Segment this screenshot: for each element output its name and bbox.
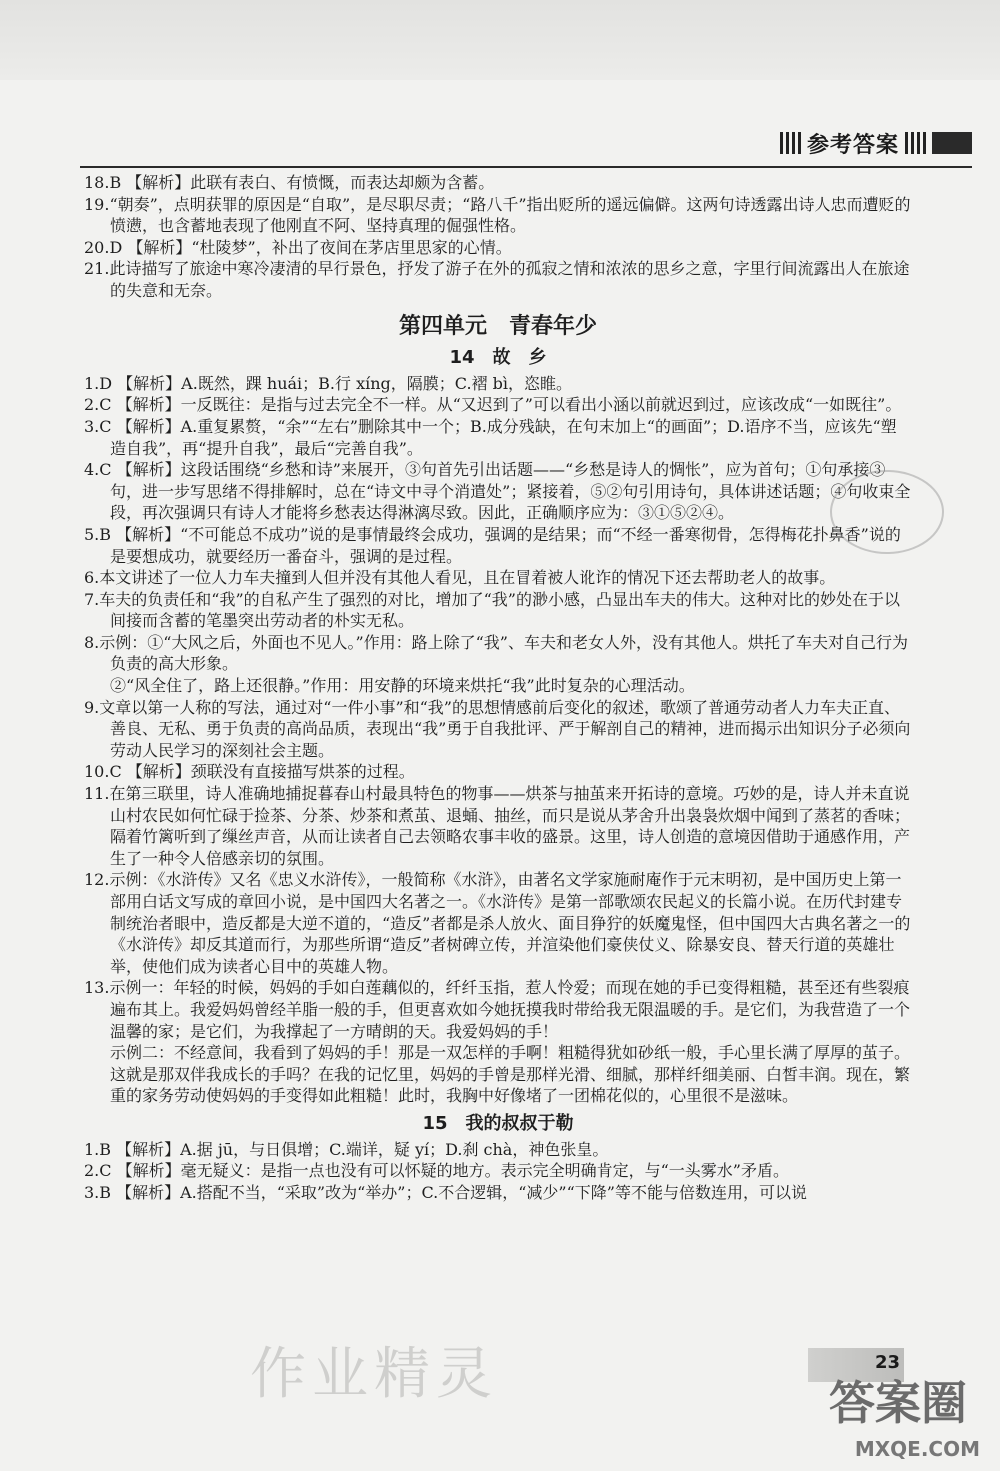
lesson-15-title: 15 我的叔叔于勒 [422, 1112, 574, 1134]
stamp-seal [830, 470, 944, 554]
corner-logo: 答案圈 [829, 1376, 967, 1430]
l14-answer-7: 7.车夫的负责任和“我”的自私产生了强烈的对比，增加了“我”的渺小感，凸显出车夫的伟大。这种对比的妙处在于以间接而含蓄的笔墨突出劳动者的朴实无私。 [84, 589, 900, 631]
header-block [932, 132, 972, 154]
header-title: 参考答案 [806, 132, 899, 158]
l14-answer-13-cont: 示例二：不经意间，我看到了妈妈的手！那是一双怎样的手啊！粗糙得犹如砂纸一般，手心里长满了厚厚的茧子。这就是那双伴我成长的手吗？在我的记忆里，妈妈的手曾是那样光滑、细腻，那样纤细美丽、白皙丰润。现在，繁重的家务劳动使妈妈的手变得如此粗糙！此时，我胸中好像堵了一团棉花似的，心里很不是滋味。 [110, 1043, 911, 1106]
l14-answer-6: 6.本文讲述了一位人力车夫撞到人但并没有其他人看见，且在冒着被人讹诈的情况下还去帮助老人的故事。 [84, 568, 836, 588]
l15-answer-2: 2.C 【解析】毫无疑义：是指一点也没有可以怀疑的地方。表示完全明确肯定，与“一头雾水”矛盾。 [84, 1161, 789, 1181]
l14-answer-5: 5.B 【解析】“不可能总不成功”说的是事情最终会成功，强调的是结果；而“不经一番寒彻骨，怎得梅花扑鼻香”说的是要想成功，就要经历一番奋斗，强调的是过程。 [84, 524, 901, 566]
header-tag [780, 128, 972, 158]
scan-top-band [0, 0, 1000, 80]
l14-answer-12: 12.示例：《水浒传》又名《忠义水浒传》，一般简称《水浒》，由著名文学家施耐庵作于元末明初，是中国历史上第一部用白话文写成的章回小说，是中国四大名著之一。《水浒传》是第一部歌颂农民起义的长篇小说。在历代封建专制统治者眼中，造反都是大逆不道的，“造反”者都是杀人放火、面目狰狞的妖魔鬼怪，但中国四大古典名著之一的《水浒传》却反其道而行，为那些所谓“造反”者树碑立传，并渲染他们豪侠仗义、除暴安良、替天行道的英雄壮举，使他们成为读者心目中的英雄人物。 [84, 870, 911, 976]
header-rule [80, 166, 972, 168]
l14-answer-10: 10.C 【解析】颈联没有直接描写烘茶的过程。 [84, 762, 415, 782]
l14-answer-2: 2.C 【解析】一反既往：是指与过去完全不一样。从“又迟到了”可以看出小涵以前就迟到过，应该改成“一如既往”。 [84, 395, 902, 415]
l14-answer-4: 4.C 【解析】这段话围绕“乡愁和诗”来展开，③句首先引出话题——“乡愁是诗人的惆怅”，应为首句；①句承接③句，进一步写思绪不得排解时，总在“诗文中寻个消遣处”；紧接着，⑤②句引用诗句，具体讲述话题；④句收束全段，再次强调只有诗人才能将乡愁表达得淋漓尽致。因此，正确顺序应为：③①⑤②④。 [84, 460, 911, 523]
l14-answer-8: 8.示例：①“大风之后，外面也不见人。”作用：路上除了“我”、车夫和老女人外，没有其他人。烘托了车夫对自己行为负责的高大形象。 [84, 632, 908, 674]
header-bars-right [905, 132, 926, 154]
answer-21: 21.此诗描写了旅途中寒冷凄清的早行景色，抒发了游子在外的孤寂之情和浓浓的思乡之意，字里行间流露出人在旅途的失意和无奈。 [84, 259, 910, 300]
answer-content [84, 172, 912, 1203]
l14-answer-11: 11.在第三联里，诗人准确地捕捉暮春山村最具特色的物事——烘茶与抽茧来开拓诗的意境。巧妙的是，诗人并未直说山村农民如何忙碌于捡茶、分茶、炒茶和煮茧、退蛹、抽丝，而只是说从茅舍升出袅袅炊烟中闻到了蒸茗的香味；隔着竹篱听到了缫丝声音，从而让读者自己去领略农事丰收的盛景。这里，诗人创造的意境因借助于通感作用，产生了一种令人倍感亲切的氛围。 [84, 784, 911, 868]
l14-answer-13: 13.示例一：年轻的时候，妈妈的手如白莲藕似的，纤纤玉指，惹人怜爱；而现在她的手已变得粗糙，甚至还有些裂痕遍布其上。我爱妈妈曾经羊脂一般的手，但更喜欢如今她抚摸我时带给我无限温暖的手。是它们，为我营造了一个温馨的家；是它们，为我撑起了一方晴朗的天。我爱妈妈的手！ [84, 978, 911, 1041]
l15-answer-1: 1.B 【解析】A.据 jū，与日俱增；C.端详，疑 yí；D.刹 chà，神色张皇。 [84, 1139, 609, 1159]
page-number: 23 [874, 1352, 900, 1373]
l14-answer-9: 9.文章以第一人称的写法，通过对“一件小事”和“我”的思想情感前后变化的叙述，歌颂了普通劳动者人力车夫正直、善良、无私、勇于负责的高尚品质，表现出“我”勇于自我批评、严于解剖自己的精神，进而揭示出知识分子必须向劳动人民学习的深刻社会主题。 [84, 697, 911, 760]
corner-url: MXQE.COM [854, 1437, 980, 1461]
answer-20: 20.D 【解析】“杜陵梦”，补出了夜间在茅店里思家的心情。 [84, 237, 512, 257]
answer-18: 18.B 【解析】此联有表白、有愤慨，而表达却颇为含蓄。 [84, 173, 495, 192]
answer-19: 19.“朝奏”，点明获罪的原因是“自取”，是尽职尽责；“路八千”指出贬所的遥远偏僻。这两句诗透露出诗人忠而遭贬的愤懑，也含蓄地表现了他刚直不阿、坚持真理的倔强性格。 [84, 194, 911, 236]
l14-answer-3: 3.C 【解析】A.重复累赘，“余”“左右”删除其中一个；B.成分残缺，在句末加上“的画面”；D.语序不当，应该先“塑造自我”，再“提升自我”，最后“完善自我”。 [84, 416, 897, 458]
unit-title: 第四单元 青春年少 [398, 313, 597, 339]
l15-answer-3: 3.B 【解析】A.搭配不当，“采取”改为“举办”；C.不合逻辑，“减少”“下降”等不能与倍数连用，可以说 [84, 1182, 807, 1202]
l14-answer-1: 1.D 【解析】A.既然，踝 huái；B.行 xíng，隔膜；C.褶 bì，恣睢。 [84, 373, 572, 393]
header-bars-left [780, 132, 801, 154]
l14-answer-8-cont: ②“风全住了，路上还很静。”作用：用安静的环境来烘托“我”此时复杂的心理活动。 [110, 676, 695, 696]
lesson-14-title: 14 故 乡 [449, 347, 547, 369]
watermark-text: 作业精灵 [250, 1342, 498, 1407]
